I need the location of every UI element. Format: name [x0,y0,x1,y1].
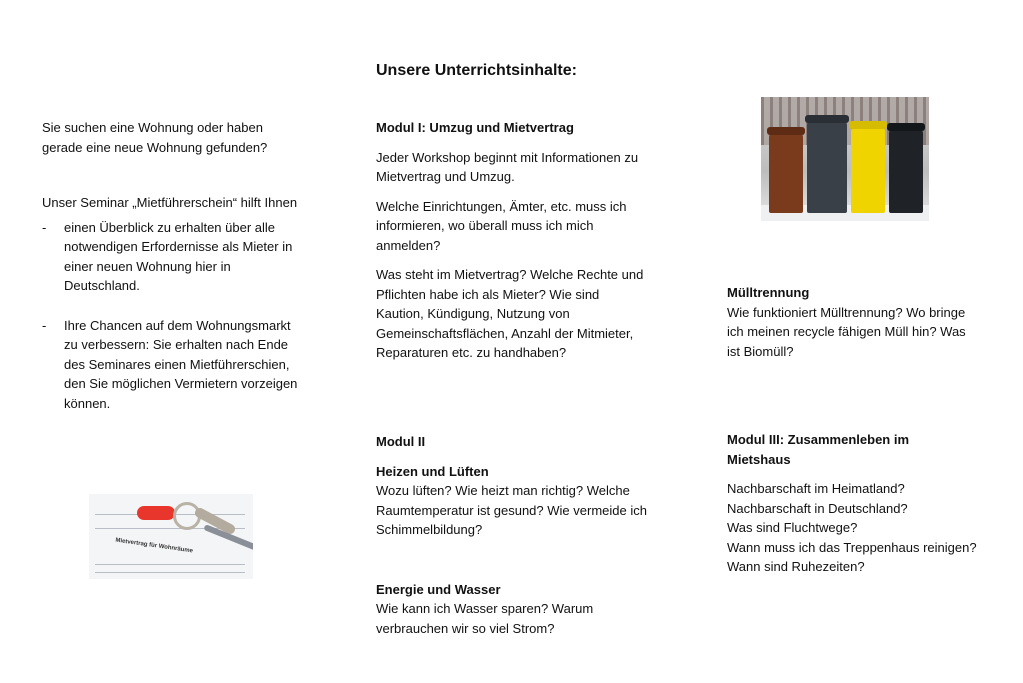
bullet-dash: - [42,219,47,235]
module1-section [376,118,648,363]
muelltrennung-section [727,283,977,361]
module2-heading: Modul II [376,434,426,449]
module1-heading: Modul I: Umzug und Mietvertrag [376,120,574,135]
list-item-text: Ihre Chancen auf dem Wohnungsmarkt zu verbessern: Sie erhalten nach Ende des Seminares einen Mietführerschien, den Sie möglichen Vermietern vorzeigen können. [64,317,298,411]
intro-text: Sie suchen eine Wohnung oder haben gerade eine neue Wohnung gefunden? [42,120,268,155]
rental-contract-keys-photo [89,494,253,579]
list-item-text: einen Überblick zu erhalten über alle notwendigen Erfordernisse als Mieter in einer neuen Wohnung hier in Deutschland. [64,219,293,293]
brown-bin-icon [769,133,803,213]
yellow-bin-icon [851,127,885,213]
contract-caption: Mietvertrag für Wohnräume [114,537,194,555]
energie-heading: Energie und Wasser [376,581,501,597]
module1-paragraph: Welche Einrichtungen, Ämter, etc. muss ich informieren, wo überall muss ich mich anmelden? [376,198,627,253]
module3-section [727,430,977,577]
module2-section [376,432,648,638]
left-column [42,118,304,413]
grey-bin-icon [807,121,847,213]
muelltrennung-text: Wie funktioniert Mülltrennung? Wo bringe ich meinen recycle fähigen Müll hin? Was ist Biomüll? [727,304,966,359]
benefits-list [42,218,304,414]
bullet-dash: - [42,317,47,333]
key-tag-icon [137,506,175,520]
module3-line: Was sind Fluchtwege? [727,520,858,535]
pen-icon [203,524,253,579]
module1-paragraph: Jeder Workshop beginnt mit Informationen zu Mietvertrag und Umzug. [376,149,639,184]
list-item [42,316,304,414]
heizen-heading: Heizen und Lüften [376,463,489,479]
module1-paragraph: Was steht im Mietvertrag? Welche Rechte und Pflichten habe ich als Mieter? Wie sind Kaution, Kündigung, Nutzung von Gemeinschaftsflächen, Anzahl der Mitmieter, Reparaturen etc. zu handhaben? [376,267,644,360]
module3-line: Nachbarschaft im Heimatland? [727,481,905,496]
heizen-text: Wozu lüften? Wie heizt man richtig? Welche Raumtemperatur ist gesund? Wie vermeide ich Schimmelbildung? [376,483,647,537]
energie-text: Wie kann ich Wasser sparen? Warum verbrauchen wir so viel Strom? [376,601,594,636]
page-title: Unsere Unterrichtsinhalte: [376,62,577,79]
seminar-text: Unser Seminar „Mietführerschein“ hilft Ihnen [42,195,298,210]
module3-heading: Modul III: Zusammenleben im Mietshaus [727,432,910,467]
dark-bin-icon [889,129,923,213]
module3-line: Wann muss ich das Treppenhaus reinigen? Wann sind Ruhezeiten? [727,539,977,574]
module3-line: Nachbarschaft in Deutschland? [727,500,908,516]
garbage-bins-photo [761,97,929,221]
list-item [42,218,304,296]
muelltrennung-heading: Mülltrennung [727,285,810,300]
